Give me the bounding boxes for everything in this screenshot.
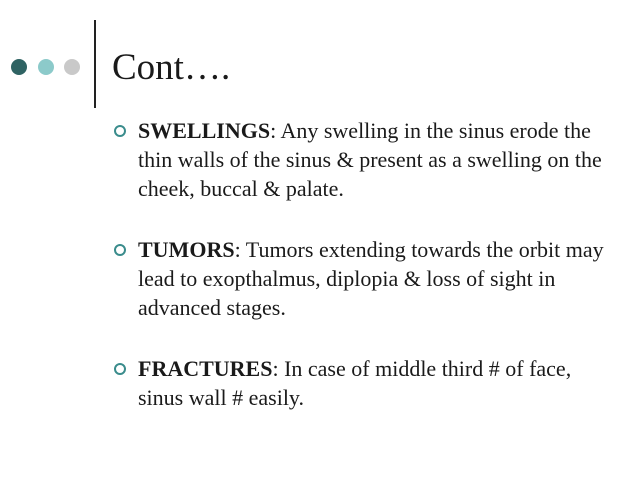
bullet-item-fractures: [114, 354, 614, 412]
title-divider: [94, 20, 96, 108]
bullet-icon: [114, 363, 126, 375]
bullet-item-tumors: [114, 235, 614, 322]
bullet-item-swellings: [114, 116, 614, 203]
bullet-text: : In case of middle third # of face, sinus wall # easily.: [138, 356, 572, 410]
bullet-list: [114, 116, 614, 412]
decorative-dot-dark-icon: [11, 59, 27, 75]
bullet-text: : Tumors extending towards the orbit may lead to exopthalmus, diplopia & loss of sight in advanced stages.: [138, 237, 604, 320]
bullet-icon: [114, 125, 126, 137]
bullet-term: TUMORS: [138, 237, 235, 262]
decorative-dot-light-icon: [38, 59, 54, 75]
slide-title: Cont….: [112, 47, 231, 88]
bullet-term: SWELLINGS: [138, 118, 271, 143]
decorative-dot-grey-icon: [64, 59, 80, 75]
bullet-text: : Any swelling in the sinus erode the thin walls of the sinus & present as a swelling on the cheek, buccal & palate.: [138, 118, 602, 201]
bullet-term: FRACTURES: [138, 356, 273, 381]
bullet-icon: [114, 244, 126, 256]
